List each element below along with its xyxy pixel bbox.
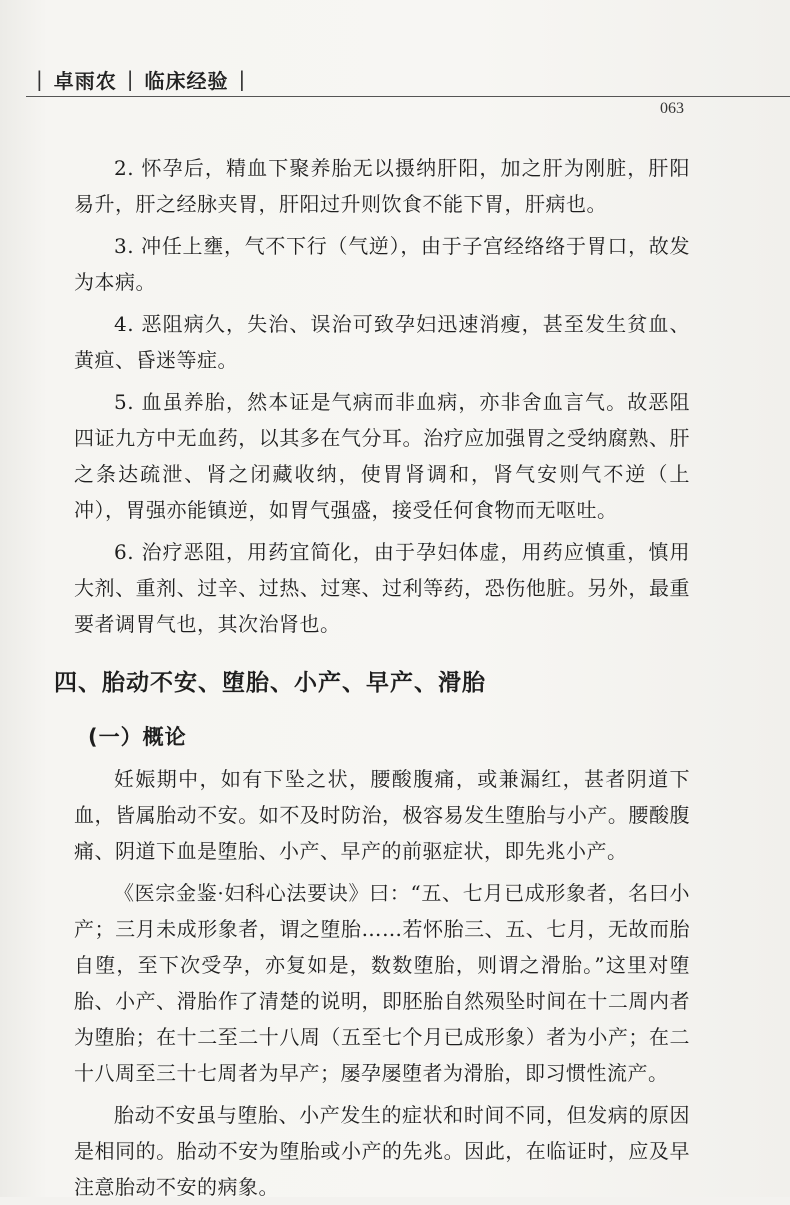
- header-divider: |: [126, 67, 135, 91]
- body-paragraph: 《医宗金鉴·妇科心法要诀》曰：“五、七月已成形象者，名曰小产；三月未成形象者，谓之堕胎……若怀胎三、五、七月，无故而胎自堕，至下次受孕，亦复如是，数数堕胎，则谓之滑胎。”这里对堕胎、小产、滑胎作了清楚的说明，即胚胎自然殒坠时间在十二周内者为堕胎；在十二至二十八周（五至七个月已成形象）者为小产；在二十八周至三十七周者为早产；屡孕屡堕者为滑胎，即习惯性流产。: [74, 881, 690, 1085]
- list-item: 4. 恶阻病久，失治、误治可致孕妇迅速消瘦，甚至发生贫血、黄疸、昏迷等症。: [74, 312, 690, 372]
- header-book-title: 临床经验: [144, 68, 229, 93]
- list-item: 3. 冲任上壅，气不下行（气逆），由于子宫经络络于胃口，故发为本病。: [74, 234, 690, 294]
- section-heading: 四、胎动不安、堕胎、小产、早产、滑胎: [54, 670, 486, 696]
- list-item: 5. 血虽养胎，然本证是气病而非血病，亦非舍血言气。故恶阻四证九方中无血药，以其多在气分耳。治疗应加强胃之受纳腐熟、肝之条达疏泄、肾之闭藏收纳，使胃肾调和，肾气安则气不逆（上冲），胃强亦能镇逆，如胃气强盛，接受任何食物而无呕吐。: [74, 390, 690, 522]
- header-divider: |: [238, 67, 247, 91]
- page-body: [54, 150, 690, 1205]
- subsection-heading: (一）概论: [88, 725, 187, 749]
- list-item: 2. 怀孕后，精血下聚养胎无以摄纳肝阳，加之肝为刚脏，肝阳易升，肝之经脉夹胃，肝阳过升则饮食不能下胃，肝病也。: [74, 156, 690, 216]
- running-header: [26, 64, 256, 94]
- header-author: 卓雨农: [53, 68, 117, 93]
- list-item: 6. 治疗恶阻，用药宜简化，由于孕妇体虚，用药应慎重，慎用大剂、重剂、过辛、过热、过寒、过利等药，恐伤他脏。另外，最重要者调胃气也，其次治肾也。: [74, 540, 690, 636]
- header-divider: |: [36, 67, 44, 91]
- page-number: 063: [660, 100, 684, 117]
- body-paragraph: 妊娠期中，如有下坠之状，腰酸腹痛，或兼漏红，甚者阴道下血，皆属胎动不安。如不及时防治，极容易发生堕胎与小产。腰酸腹痛、阴道下血是堕胎、小产、早产的前驱症状，即先兆小产。: [74, 767, 690, 863]
- body-paragraph: 胎动不安虽与堕胎、小产发生的症状和时间不同，但发病的原因是相同的。胎动不安为堕胎或小产的先兆。因此，在临证时，应及早注意胎动不安的病象。: [74, 1103, 690, 1199]
- header-rule: [26, 96, 790, 97]
